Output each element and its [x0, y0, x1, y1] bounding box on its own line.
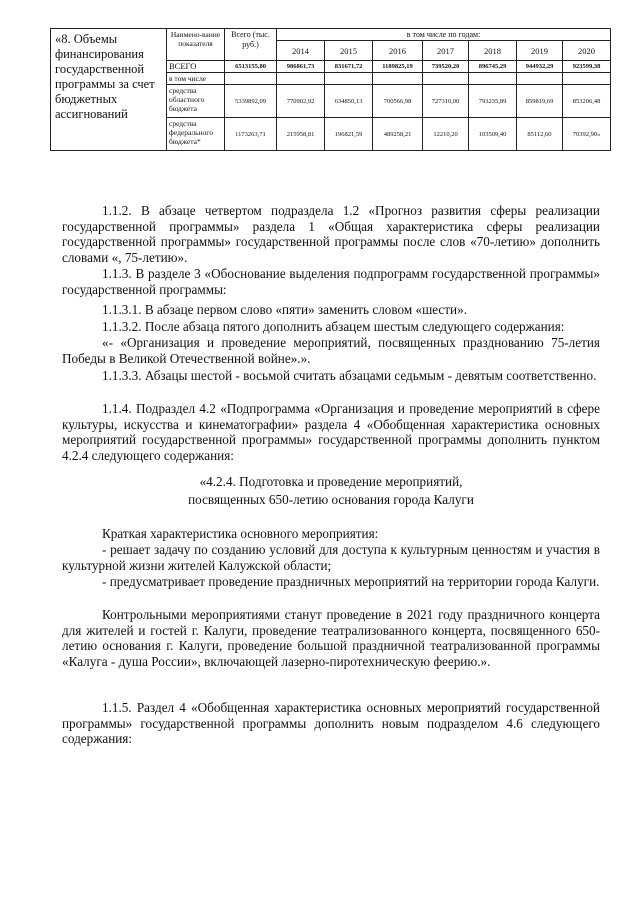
paragraph-1-1-3-1: 1.1.3.1. В абзаце первом слово «пяти» заменить словом «шести».: [102, 302, 467, 317]
row-value: 923599,38: [563, 61, 611, 73]
row-value: 770902,92: [277, 85, 325, 118]
row-value: 739520,20: [423, 61, 469, 73]
brief-characteristic: Краткая характеристика основного мероприятия:: [102, 526, 379, 541]
header-years: в том числе по годам:: [277, 29, 611, 41]
financing-table: [50, 28, 611, 151]
row-value: 215958,81: [277, 118, 325, 151]
row-name: в том числе: [167, 73, 225, 85]
row-total: 1173263,71: [225, 118, 277, 151]
row-name: средства федерального бюджета*: [167, 118, 225, 151]
row-value: 853206,48: [563, 85, 611, 118]
paragraph-1-1-4: 1.1.4. Подраздел 4.2 «Подпрограмма «Организация и проведение мероприятий в сфере культуры, искусства и кинематографии» раздела 4 «Обобщенная характеристика основных мероприятий государственной программы» государственной программы дополнить пунктом 4.2.4 следующего содержания:: [62, 401, 600, 463]
section-heading-line-1: «4.2.4. Подготовка и проведение мероприятий,: [199, 474, 463, 489]
row-value: 896745,29: [469, 61, 517, 73]
row-value: 831671,72: [325, 61, 373, 73]
row-value: 85112,60: [517, 118, 563, 151]
row-name: средства областного бюджета: [167, 85, 225, 118]
row-value: 944932,29: [517, 61, 563, 73]
year-cell: 2016: [373, 41, 423, 61]
row-value: [373, 73, 423, 85]
bullet-2: - предусматривает проведение праздничных мероприятий на территории города Калуги.: [102, 574, 600, 589]
year-cell: 2020: [563, 41, 611, 61]
row-value: [423, 73, 469, 85]
paragraph-1-1-5: 1.1.5. Раздел 4 «Обобщенная характеристика основных мероприятий государственной программы» государственной программы дополнить новым подразделом 4.6 следующего содержания:: [62, 700, 600, 747]
row-value: 103509,40: [469, 118, 517, 151]
header-indicator-name: Наимено-вание показателя: [167, 29, 225, 61]
year-cell: 2017: [423, 41, 469, 61]
year-cell: 2018: [469, 41, 517, 61]
financing-label: «8. Объемы финансирования государственной программы за счет бюджетных ассигнований: [51, 29, 167, 151]
row-value: 700566,98: [373, 85, 423, 118]
row-value: [517, 73, 563, 85]
row-value: 793235,89: [469, 85, 517, 118]
row-value: 859819,69: [517, 85, 563, 118]
control-measures: Контрольными мероприятиями станут проведение в 2021 году праздничного концерта для жителей и гостей г. Калуги, проведение театрализованного концерта, посвященного 650-летию основания г. Калуги, проведение большой праздничной театрализованной программы «Калуга - душа России», включающей лазерно-пиротехническую феерию.».: [62, 607, 600, 669]
row-value: 634850,13: [325, 85, 373, 118]
paragraph-1-1-2: 1.1.2. В абзаце четвертом подраздела 1.2 «Прогноз развития сферы реализации государственной программы» раздела 1 «Общая характеристика сферы реализации государственной программы» государственной программы после слов «70-летию» дополнить словами «, 75-летию».: [62, 203, 600, 265]
row-value: 986861,73: [277, 61, 325, 73]
row-value: 1189825,19: [373, 61, 423, 73]
row-value: 489258,21: [373, 118, 423, 151]
row-value: 12210,20: [423, 118, 469, 151]
row-value: 727310,00: [423, 85, 469, 118]
row-total: 6513155,80: [225, 61, 277, 73]
row-value: 196821,59: [325, 118, 373, 151]
paragraph-1-1-3-2-quote: «- «Организация и проведение мероприятий, посвященных празднованию 75-летия Победы в Великой Отечественной войне».».: [62, 335, 600, 366]
row-value: 70392,90»: [563, 118, 611, 151]
row-total: 5339892,09: [225, 85, 277, 118]
paragraph-1-1-3-2: 1.1.3.2. После абзаца пятого дополнить абзацем шестым следующего содержания:: [102, 319, 565, 334]
row-value: [563, 73, 611, 85]
paragraph-1-1-3-3: 1.1.3.3. Абзацы шестой - восьмой считать абзацами седьмым - девятым соответственно.: [102, 368, 597, 383]
section-heading-line-2: посвященных 650-летию основания города Калуги: [188, 492, 474, 507]
header-total: Всего (тыс. руб.): [225, 29, 277, 61]
row-value: [277, 73, 325, 85]
year-cell: 2014: [277, 41, 325, 61]
bullet-1: - решает задачу по созданию условий для доступа к культурным ценностям и участия в культурной жизни жителей Калужской области;: [62, 542, 600, 573]
row-name: ВСЕГО: [167, 61, 225, 73]
row-total: [225, 73, 277, 85]
year-cell: 2015: [325, 41, 373, 61]
row-value: [469, 73, 517, 85]
paragraph-1-1-3: 1.1.3. В разделе 3 «Обоснование выделения подпрограмм государственной программы» государственной программы:: [62, 266, 600, 297]
row-value: [325, 73, 373, 85]
year-cell: 2019: [517, 41, 563, 61]
